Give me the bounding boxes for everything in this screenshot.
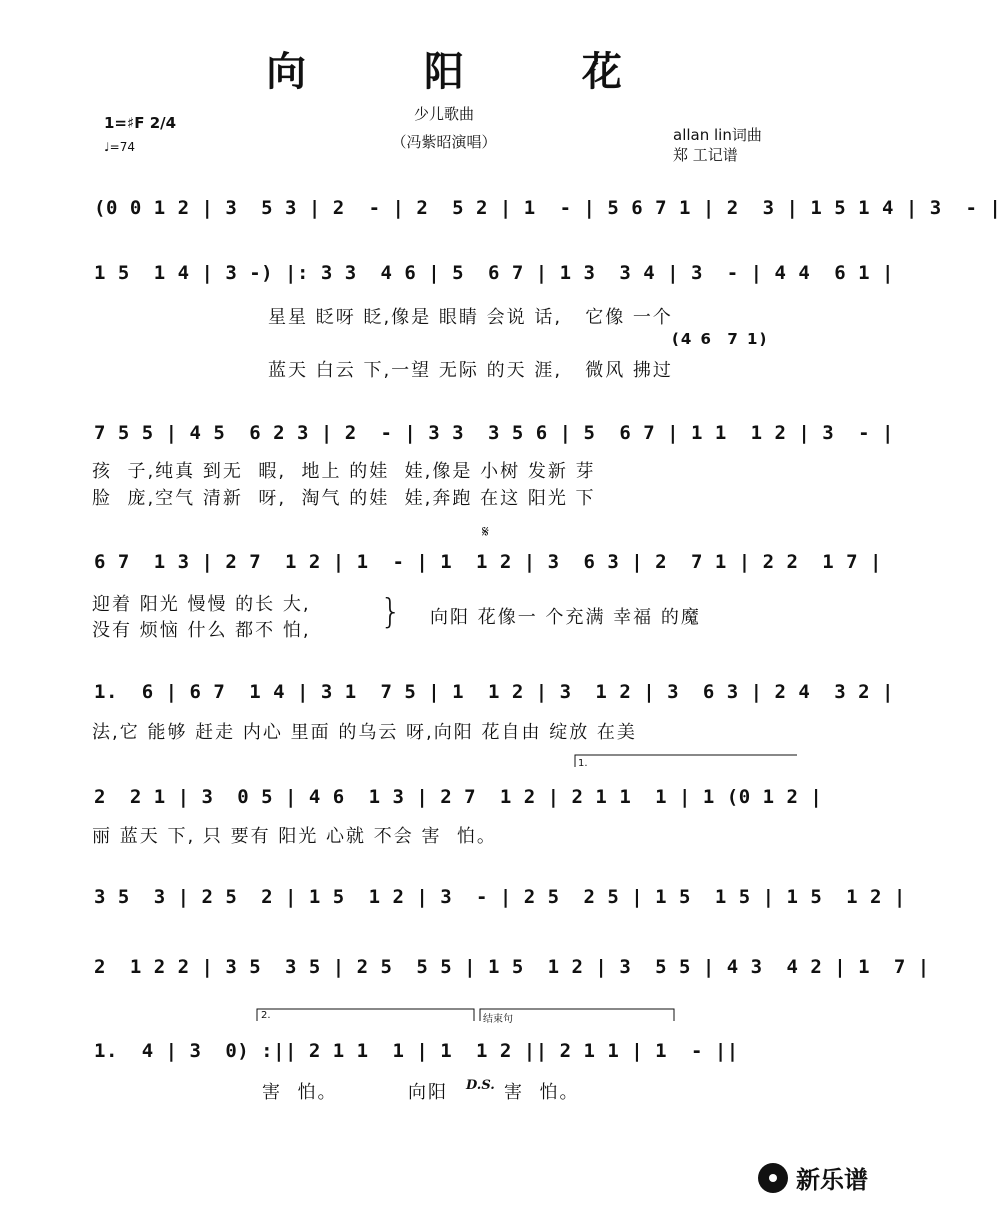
brace-icon: } [380, 592, 402, 632]
lyric-verse2-c: 没有 烦恼 什么 都不 怕, [92, 620, 311, 641]
volta-1-bracket [574, 754, 798, 768]
score-line-9: 1. 4 | 3 0) :|| 2 1 1 1 | 1 1 2 || 2 1 1 | 1 - || [94, 1040, 739, 1062]
lyric-verse1-a: 星星 眨呀 眨,像是 眼睛 会说 话, 它像 一个 [268, 307, 673, 328]
score-line-1: (0 0 1 2 | 3 5 3 | 2 - | 2 5 2 | 1 - | 5 6 7 1 | 2 3 | 1 5 1 4 | 3 - | [94, 197, 1001, 219]
lyric-verse2-b: 脸 庞,空气 清新 呀, 淘气 的娃 娃,奔跑 在这 阳光 下 [92, 488, 596, 509]
transcriber-credit: 郑 工记谱 [673, 146, 738, 164]
lyric-line-5: 法,它 能够 赶走 内心 里面 的乌云 呀,向阳 花自由 绽放 在美 [92, 722, 637, 743]
key-signature: 1=♯F 2/4 [104, 114, 177, 132]
score-line-2: 1 5 1 4 | 3 -) |: 3 3 4 6 | 5 6 7 | 1 3 3 4 | 3 - | 4 4 6 1 | [94, 262, 894, 284]
lyric-verse1-b: 孩 子,纯真 到无 暇, 地上 的娃 娃,像是 小树 发新 芽 [92, 461, 596, 482]
lyric-line-6: 丽 蓝天 下, 只 要有 阳光 心就 不会 害 怕。 [92, 826, 497, 847]
record-icon [758, 1163, 788, 1193]
score-line-7: 3 5 3 | 2 5 2 | 1 5 1 2 | 3 - | 2 5 2 5 | 1 5 1 5 | 1 5 1 2 | [94, 886, 906, 908]
score-line-6: 2 2 1 | 3 0 5 | 4 6 1 3 | 2 7 1 2 | 2 1 1 1 | 1 (0 1 2 | [94, 786, 823, 808]
lyric-chorus-a: 向阳 花像一 个充满 幸福 的魔 [430, 607, 701, 628]
lyric-verse2-a: 蓝天 白云 下,一望 无际 的天 涯, 微风 拂过 [268, 360, 673, 381]
volta-2-label: 2. [261, 1010, 271, 1021]
ending-brackets [256, 1008, 676, 1022]
coda-label: 结束句 [483, 1014, 513, 1025]
lyricist-credit: allan lin词曲 [673, 126, 762, 144]
volta-1-label: 1. [578, 758, 588, 769]
site-logo [758, 1160, 868, 1195]
alt-notes: (4 6 7 1) [672, 330, 769, 348]
lyric-verse1-c: 迎着 阳光 慢慢 的长 大, [92, 594, 311, 615]
score-line-5: 1. 6 | 6 7 1 4 | 3 1 7 5 | 1 1 2 | 3 1 2 | 3 6 3 | 2 4 3 2 | [94, 681, 894, 703]
logo-text: 新乐谱 [796, 1166, 868, 1194]
ds-mark: D.S. [466, 1078, 495, 1093]
score-line-3: 7 5 5 | 4 5 6 2 3 | 2 - | 3 3 3 5 6 | 5 6 7 | 1 1 1 2 | 3 - | [94, 422, 894, 444]
lyric-ending-3: 害 怕。 [504, 1082, 580, 1103]
score-line-8: 2 1 2 2 | 3 5 3 5 | 2 5 5 5 | 1 5 1 2 | 3 5 5 | 4 3 4 2 | 1 7 | [94, 956, 930, 978]
score-line-4: 6 7 1 3 | 2 7 1 2 | 1 - | 1 1 2 | 3 6 3 | 2 7 1 | 2 2 1 7 | [94, 551, 882, 573]
lyric-ending-2: 向阳 [408, 1082, 448, 1103]
song-subtitle: 少儿歌曲 [413, 105, 474, 123]
song-title: 向 阳 花 [266, 48, 674, 95]
tempo: ♩=74 [104, 140, 135, 154]
performer: （冯紫昭演唱） [391, 133, 497, 151]
lyric-ending-1: 害 怕。 [262, 1082, 338, 1103]
segno-icon: 𝄋 [482, 522, 489, 541]
